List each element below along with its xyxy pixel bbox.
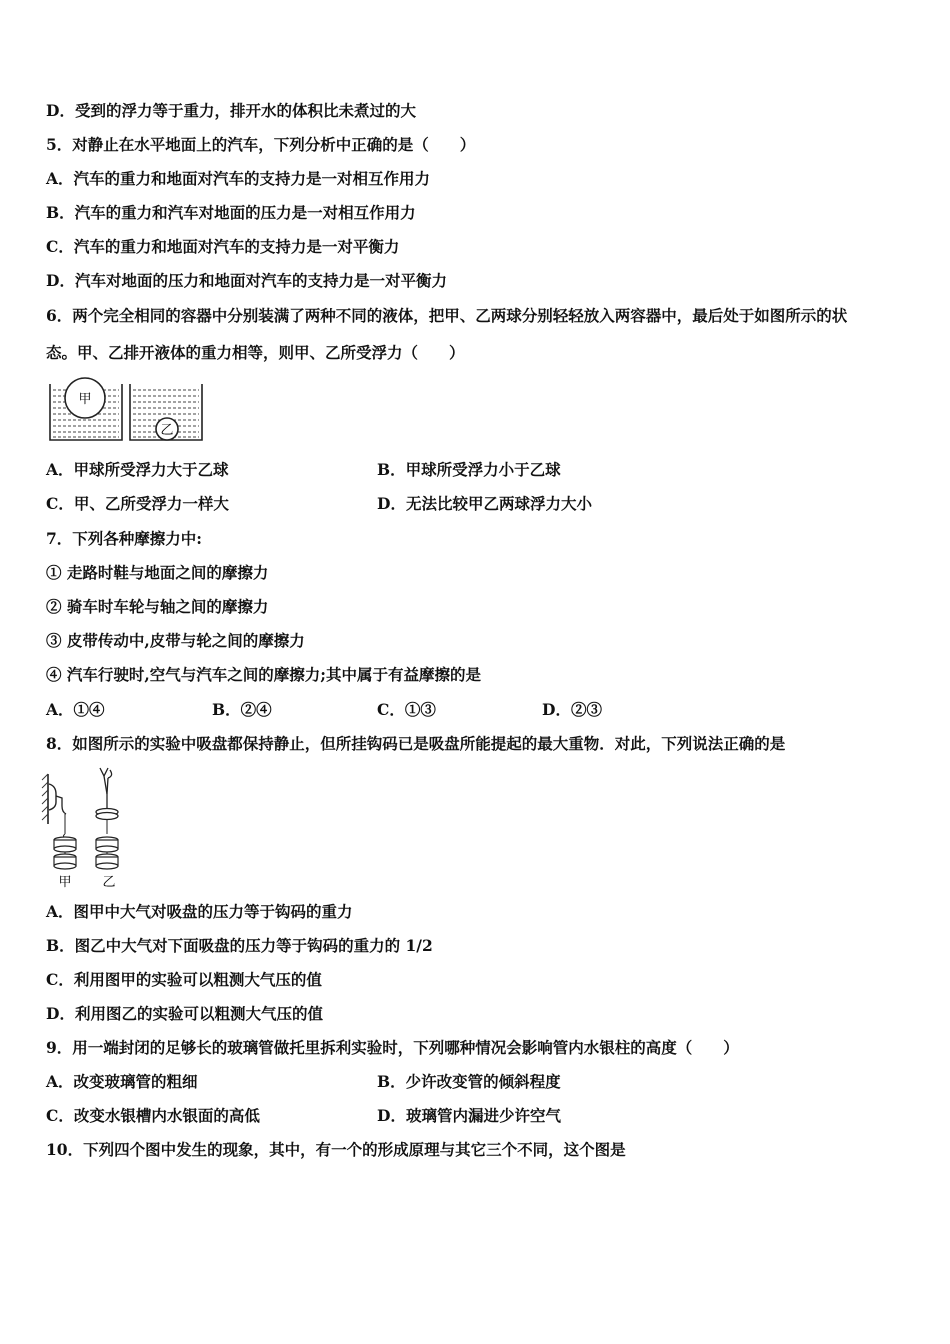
figure-jia-label: 甲 — [58, 875, 72, 890]
q6-option-a: A．甲球所受浮力大于乙球 — [46, 460, 229, 479]
ball-yi-label: 乙 — [160, 423, 174, 438]
q8-option-a: A．图甲中大气对吸盘的压力等于钩码的重力 — [46, 902, 353, 921]
q7-option-b: B．②④ — [212, 700, 272, 719]
q7-item-4: ④ 汽车行驶时,空气与汽车之间的摩擦力;其中属于有益摩擦的是 — [46, 665, 482, 684]
q6-option-b: B．甲球所受浮力小于乙球 — [377, 460, 561, 479]
q9-option-d: D．玻璃管内漏进少许空气 — [377, 1106, 561, 1125]
q7-item-1: ① 走路时鞋与地面之间的摩擦力 — [46, 563, 269, 582]
question-7: 7．下列各种摩擦力中: — [46, 529, 203, 548]
q5-option-d: D．汽车对地面的压力和地面对汽车的支持力是一对平衡力 — [46, 271, 447, 290]
question-8: 8．如图所示的实验中吸盘都保持静止，但所挂钩码已是吸盘所能提起的最大重物．对此，下列说法正确的是 — [46, 734, 786, 753]
figure-yi-label: 乙 — [102, 875, 116, 890]
q7-item-3: ③ 皮带传动中,皮带与轮之间的摩擦力 — [46, 631, 305, 650]
q4-option-d: D．受到的浮力等于重力，排开水的体积比未煮过的大 — [46, 101, 416, 120]
q8-option-b: B．图乙中大气对下面吸盘的压力等于钩码的重力的 1/2 — [46, 936, 433, 955]
question-6-line2: 态。甲、乙排开液体的重力相等，则甲、乙所受浮力（ ） — [46, 343, 465, 362]
q9-option-c: C．改变水银槽内水银面的高低 — [46, 1106, 260, 1125]
q5-option-b: B．汽车的重力和汽车对地面的压力是一对相互作用力 — [46, 203, 416, 222]
ball-jia-label: 甲 — [78, 392, 92, 407]
q9-option-a: A．改变玻璃管的粗细 — [46, 1072, 198, 1091]
q7-option-a: A．①④ — [46, 700, 105, 719]
q8-suction-cup-figure — [40, 764, 140, 892]
q5-option-a: A．汽车的重力和地面对汽车的支持力是一对相互作用力 — [46, 169, 431, 188]
q9-option-b: B．少许改变管的倾斜程度 — [377, 1072, 561, 1091]
q6-containers-figure — [48, 376, 206, 444]
question-5: 5．对静止在水平地面上的汽车，下列分析中正确的是（ ） — [46, 135, 476, 154]
figure-jia — [42, 774, 76, 869]
q5-option-c: C．汽车的重力和地面对汽车的支持力是一对平衡力 — [46, 237, 400, 256]
question-9: 9．用一端封闭的足够长的玻璃管做托里拆利实验时，下列哪种情况会影响管内水银柱的高度（ ） — [46, 1038, 739, 1057]
question-6-line1: 6．两个完全相同的容器中分别装满了两种不同的液体，把甲、乙两球分别轻轻放入两容器中，最后处于如图所示的状 — [46, 306, 848, 325]
q8-option-d: D．利用图乙的实验可以粗测大气压的值 — [46, 1004, 323, 1023]
q6-option-c: C．甲、乙所受浮力一样大 — [46, 494, 229, 513]
q7-option-c: C．①③ — [377, 700, 436, 719]
question-10: 10．下列四个图中发生的现象，其中，有一个的形成原理与其它三个不同，这个图是 — [46, 1140, 626, 1159]
q7-option-d: D．②③ — [542, 700, 602, 719]
q7-item-2: ② 骑车时车轮与轴之间的摩擦力 — [46, 597, 269, 616]
q6-option-d: D．无法比较甲乙两球浮力大小 — [377, 494, 592, 513]
figure-yi — [96, 768, 118, 869]
q8-option-c: C．利用图甲的实验可以粗测大气压的值 — [46, 970, 322, 989]
